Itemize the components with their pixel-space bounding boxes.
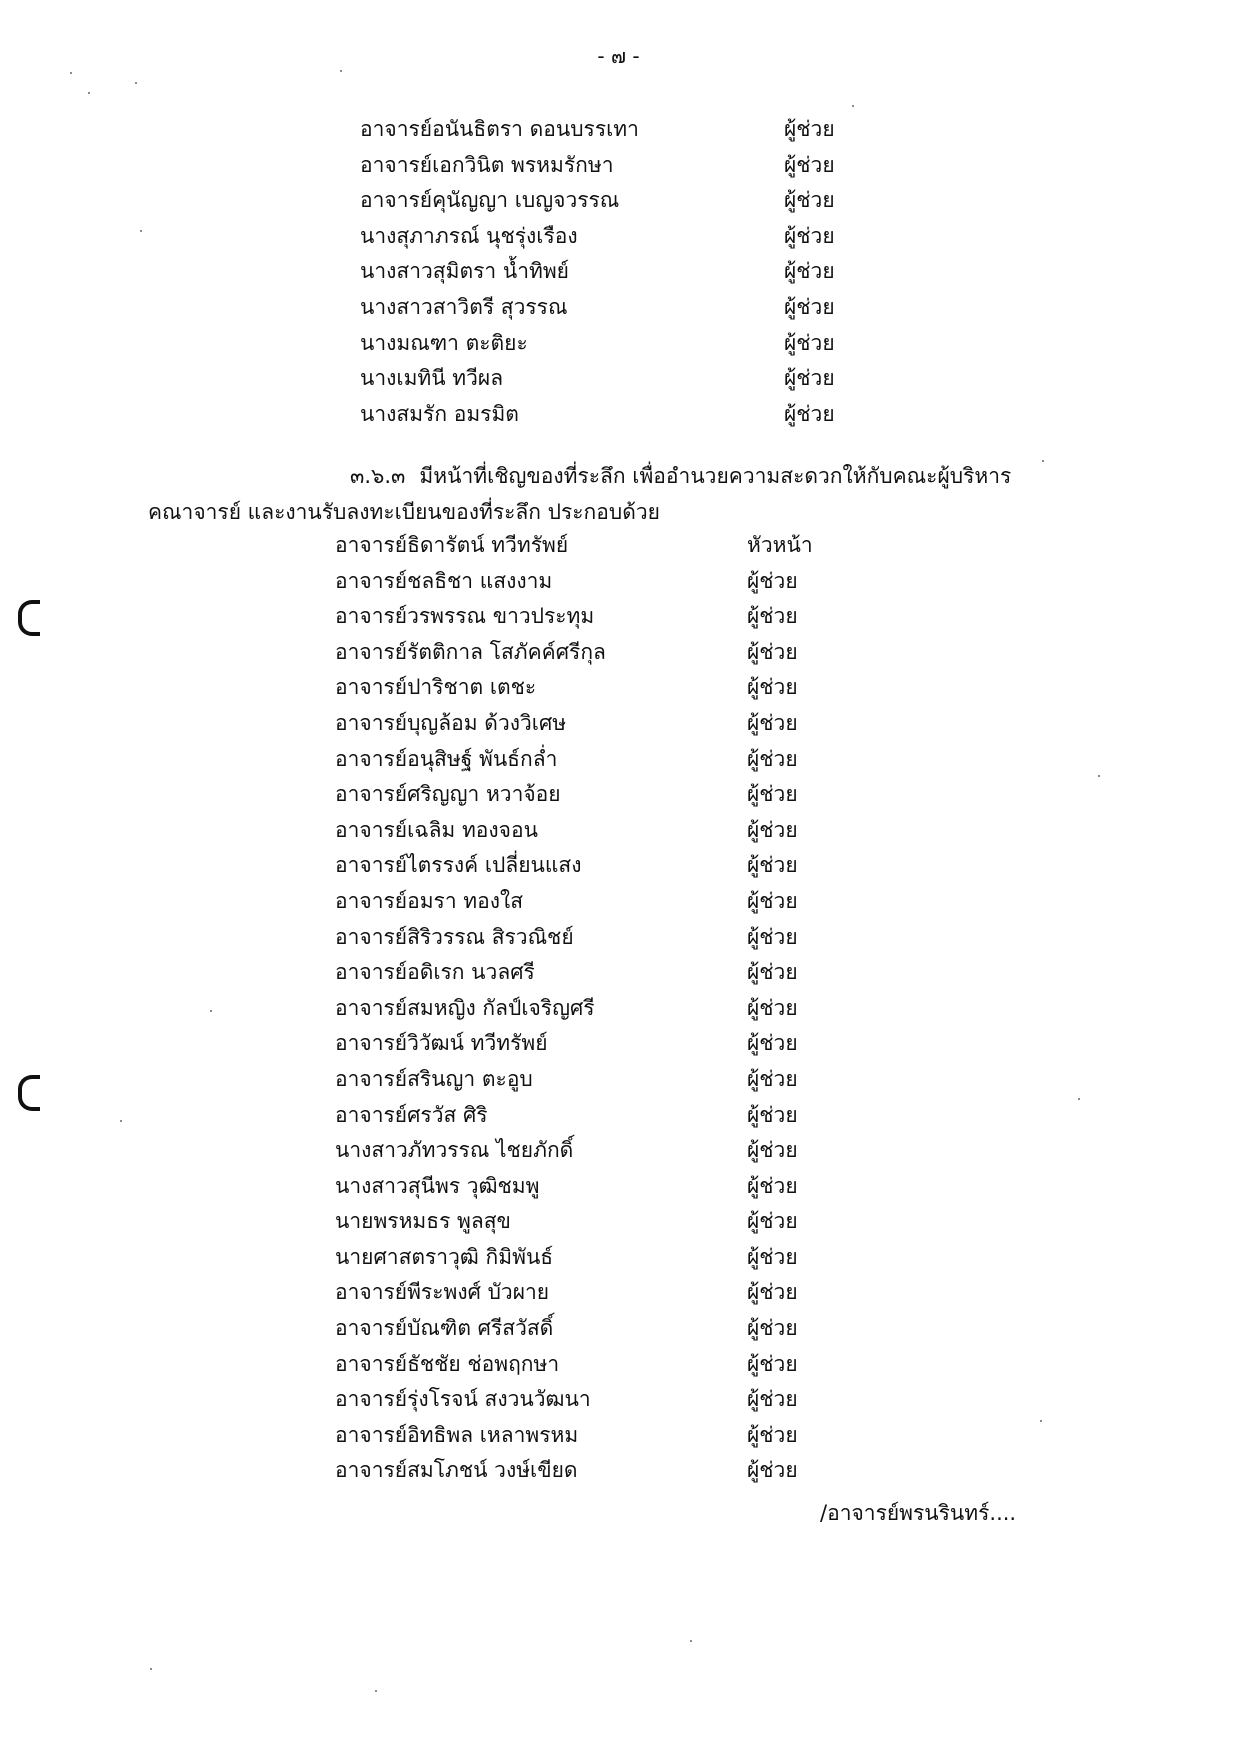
staff-row — [335, 742, 895, 778]
staff-role: ผู้ช่วย — [747, 853, 798, 878]
staff-role: ผู้ช่วย — [747, 782, 798, 807]
staff-name: อาจารย์คุนัญญา เบญจวรรณ — [360, 188, 620, 213]
staff-row — [360, 183, 880, 219]
scan-speck — [340, 70, 342, 72]
staff-name: นางสุภาภรณ์ นุชรุ่งเรือง — [360, 223, 578, 248]
staff-role: ผู้ช่วย — [747, 675, 798, 700]
staff-name: อาจารย์รัตติกาล โสภัคค์ศรีกุล — [335, 639, 606, 664]
staff-role: ผู้ช่วย — [747, 1031, 798, 1056]
staff-row — [335, 1133, 895, 1169]
staff-name: อาจารย์ธัชชัย ช่อพฤกษา — [335, 1351, 560, 1376]
staff-row — [335, 635, 895, 671]
section-text-1: มีหน้าที่เชิญของที่ระลึก เพื่ออำนวยความสะดวกให้กับคณะผู้บริหาร — [419, 464, 1012, 488]
staff-role: ผู้ช่วย — [747, 960, 798, 985]
scan-speck — [690, 1640, 692, 1642]
staff-role: ผู้ช่วย — [747, 817, 798, 842]
staff-role: ผู้ช่วย — [747, 568, 798, 593]
staff-row — [335, 706, 895, 742]
staff-row — [335, 777, 895, 813]
staff-name: อาจารย์สิริวรรณ สิรวณิชย์ — [335, 924, 574, 949]
staff-role: ผู้ช่วย — [747, 1280, 798, 1305]
staff-name: อาจารย์อมรา ทองใส — [335, 888, 524, 913]
staff-row — [335, 1062, 895, 1098]
section-text-2: คณาจารย์ และงานรับลงทะเบียนของที่ระลึก ประกอบด้วย — [148, 500, 660, 524]
scan-speck — [1040, 1420, 1042, 1422]
staff-role: ผู้ช่วย — [784, 259, 835, 284]
staff-name: นางมณฑา ตะติยะ — [360, 330, 528, 355]
staff-row — [335, 1382, 895, 1418]
staff-name: นายพรหมธร พูลสุข — [335, 1209, 511, 1234]
staff-role: ผู้ช่วย — [747, 1458, 798, 1483]
staff-name: นายศาสตราวุฒิ กิมิพันธ์ — [335, 1244, 554, 1269]
staff-role: ผู้ช่วย — [747, 604, 798, 629]
staff-row — [335, 1275, 895, 1311]
staff-name: อาจารย์อิทธิพล เหลาพรหม — [335, 1422, 579, 1447]
staff-row — [335, 1347, 895, 1383]
staff-name: อาจารย์วิวัฒน์ ทวีทรัพย์ — [335, 1031, 548, 1056]
staff-role: ผู้ช่วย — [784, 152, 835, 177]
staff-name: นางสมรัก อมรมิต — [360, 401, 519, 426]
staff-row — [335, 955, 895, 991]
staff-name: อาจารย์สมหญิง กัลป์เจริญศรี — [335, 995, 595, 1020]
staff-name: อาจารย์บุญล้อม ด้วงวิเศษ — [335, 710, 567, 735]
binder-hole-mark — [18, 1075, 40, 1111]
staff-role: ผู้ช่วย — [784, 401, 835, 426]
staff-role: ผู้ช่วย — [747, 888, 798, 913]
staff-role: ผู้ช่วย — [747, 746, 798, 771]
binder-hole-mark — [18, 600, 40, 636]
staff-row — [360, 254, 880, 290]
staff-role: ผู้ช่วย — [747, 1173, 798, 1198]
scan-speck — [375, 1690, 377, 1692]
staff-name: อาจารย์ปาริชาต เตชะ — [335, 675, 537, 700]
staff-row — [335, 670, 895, 706]
staff-name: อาจารย์เฉลิม ทองจอน — [335, 817, 538, 842]
staff-name: นางสาวสาวิตรี สุวรรณ — [360, 294, 568, 319]
staff-role: หัวหน้า — [747, 533, 813, 557]
staff-name: อาจารย์วรพรรณ ขาวประทุม — [335, 604, 595, 629]
staff-role: ผู้ช่วย — [747, 1102, 798, 1127]
staff-role: ผู้ช่วย — [784, 366, 835, 391]
staff-row — [360, 326, 880, 362]
staff-role: ผู้ช่วย — [784, 188, 835, 213]
staff-name: นางสาวสุมิตรา น้ำทิพย์ — [360, 259, 569, 284]
staff-name: นางเมทินี ทวีผล — [360, 366, 504, 391]
staff-name: นางสาวภัทวรรณ ไชยภักดิ์ — [335, 1138, 574, 1163]
staff-role: ผู้ช่วย — [747, 1209, 798, 1234]
staff-row — [335, 564, 895, 600]
staff-role: ผู้ช่วย — [747, 1066, 798, 1091]
staff-role: ผู้ช่วย — [747, 924, 798, 949]
staff-row — [360, 219, 880, 255]
staff-row — [335, 848, 895, 884]
section-3-6-3 — [148, 458, 1048, 530]
section-number: ๓.๖.๓ — [350, 464, 406, 488]
staff-row — [360, 148, 880, 184]
staff-row — [335, 813, 895, 849]
staff-row — [335, 599, 895, 635]
staff-role: ผู้ช่วย — [747, 639, 798, 664]
scan-speck — [88, 92, 90, 94]
staff-row — [360, 112, 880, 148]
scan-speck — [70, 72, 72, 74]
scan-speck — [210, 1010, 212, 1012]
scan-speck — [135, 82, 137, 84]
staff-role: ผู้ช่วย — [747, 1138, 798, 1163]
staff-row — [335, 1169, 895, 1205]
staff-name: อาจารย์สมโภชน์ วงษ์เขียด — [335, 1458, 578, 1483]
staff-list-1 — [360, 112, 880, 432]
staff-name: อาจารย์ไตรรงค์ เปลี่ยนแสง — [335, 853, 582, 878]
scan-speck — [1042, 460, 1044, 462]
staff-name: อาจารย์ศรวัส ศิริ — [335, 1102, 488, 1127]
staff-name: อาจารย์สรินญา ตะอูบ — [335, 1066, 533, 1091]
staff-row — [335, 920, 895, 956]
staff-name: อาจารย์ชลธิชา แสงงาม — [335, 568, 553, 593]
scan-speck — [1098, 775, 1100, 777]
scan-speck — [150, 1668, 152, 1670]
staff-row — [335, 1098, 895, 1134]
scan-speck — [852, 105, 854, 107]
staff-list-2 — [335, 528, 895, 1489]
scan-speck — [1078, 1098, 1080, 1100]
staff-name: อาจารย์อนันธิตรา ดอนบรรเทา — [360, 117, 639, 141]
staff-name: อาจารย์บัณฑิต ศรีสวัสดิ์ — [335, 1316, 554, 1341]
staff-name: อาจารย์ธิดารัตน์ ทวีทรัพย์ — [335, 533, 569, 557]
staff-role: ผู้ช่วย — [784, 223, 835, 248]
staff-role: ผู้ช่วย — [747, 1387, 798, 1412]
scan-speck — [120, 1120, 122, 1122]
staff-row — [335, 991, 895, 1027]
staff-name: อาจารย์ศริญญา หวาจ้อย — [335, 782, 561, 807]
staff-row — [335, 1240, 895, 1276]
page-number: - ๗ - — [597, 44, 640, 68]
staff-role: ผู้ช่วย — [747, 1316, 798, 1341]
staff-role: ผู้ช่วย — [747, 995, 798, 1020]
staff-row — [335, 1311, 895, 1347]
staff-name: นางสาวสุนีพร วุฒิชมพู — [335, 1173, 540, 1198]
staff-role: ผู้ช่วย — [784, 117, 835, 141]
staff-role: ผู้ช่วย — [747, 710, 798, 735]
staff-row — [360, 290, 880, 326]
staff-row — [335, 1453, 895, 1489]
staff-row — [335, 1204, 895, 1240]
staff-row — [335, 884, 895, 920]
staff-role: ผู้ช่วย — [784, 294, 835, 319]
continuation-note: /อาจารย์พรนรินทร์.... — [820, 1501, 1017, 1525]
staff-role: ผู้ช่วย — [747, 1244, 798, 1269]
staff-row — [335, 1418, 895, 1454]
staff-row — [360, 397, 880, 433]
staff-name: อาจารย์รุ่งโรจน์ สงวนวัฒนา — [335, 1387, 591, 1412]
staff-name: อาจารย์อนุสิษฐ์ พันธ์กล่ำ — [335, 746, 558, 771]
staff-name: อาจารย์พีระพงศ์ บัวผาย — [335, 1280, 550, 1305]
staff-role: ผู้ช่วย — [784, 330, 835, 355]
staff-row — [360, 361, 880, 397]
staff-row — [335, 528, 895, 564]
staff-role: ผู้ช่วย — [747, 1351, 798, 1376]
staff-row — [335, 1026, 895, 1062]
section-line-1 — [148, 458, 1048, 494]
staff-role: ผู้ช่วย — [747, 1422, 798, 1447]
scan-speck — [140, 230, 142, 232]
staff-name: อาจารย์เอกวินิต พรหมรักษา — [360, 152, 614, 177]
staff-name: อาจารย์อดิเรก นวลศรี — [335, 960, 535, 985]
